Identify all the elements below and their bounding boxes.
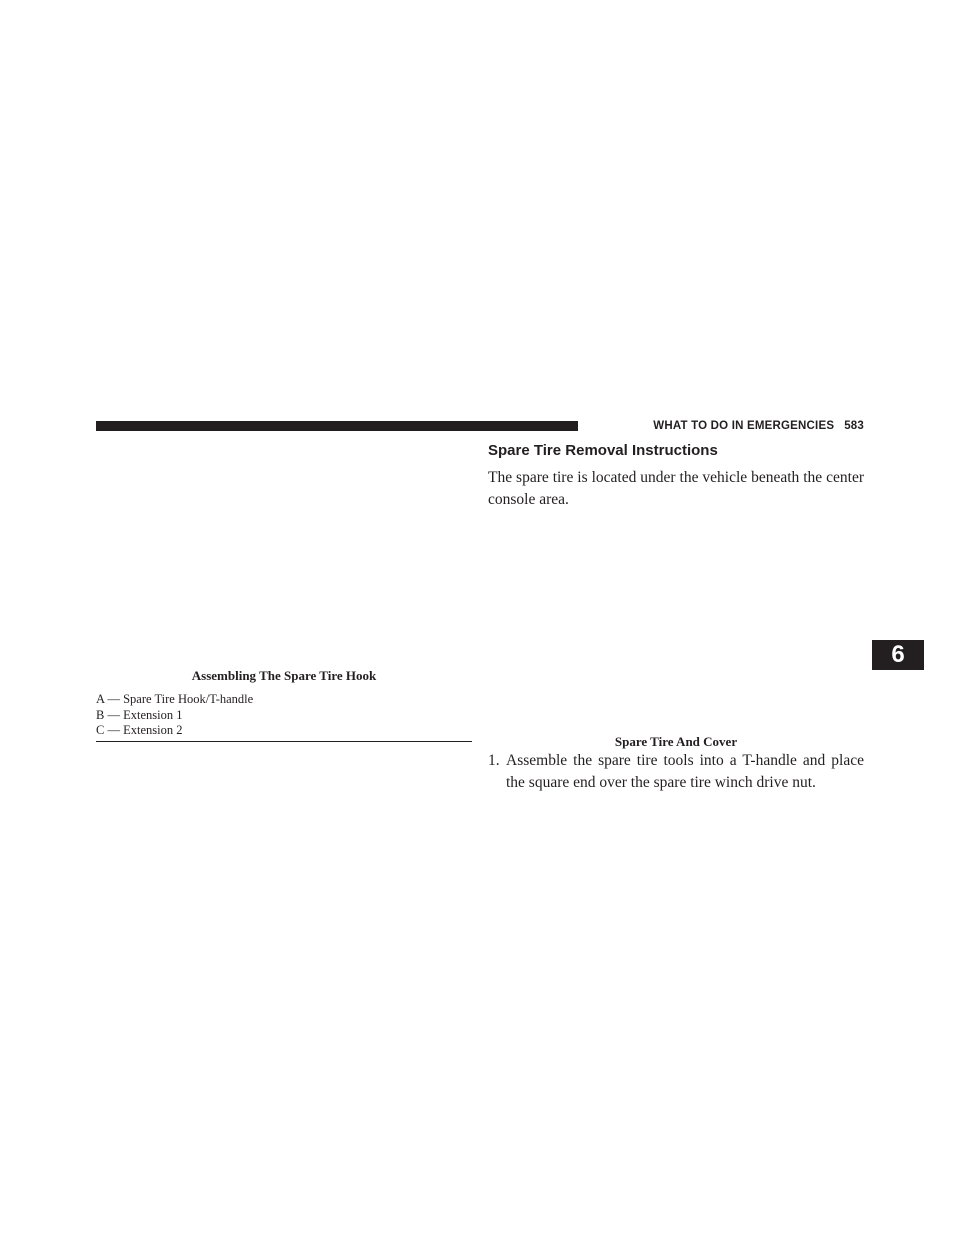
spare-tire-cover-figure xyxy=(488,520,864,726)
legend-item-a: A — Spare Tire Hook/T-handle xyxy=(96,692,254,706)
spare-tire-hook-caption: Assembling The Spare Tire Hook xyxy=(191,668,377,683)
instruction-step xyxy=(488,750,864,794)
step-number: 1. xyxy=(488,752,500,769)
figure-legend xyxy=(96,692,472,739)
running-header xyxy=(592,418,864,434)
chapter-tab: 6 xyxy=(872,640,924,670)
spare-tire-cover-caption: Spare Tire And Cover xyxy=(614,734,738,749)
legend-item-b: B — Extension 1 xyxy=(96,707,183,722)
running-header-section-title: WHAT TO DO IN EMERGENCIES xyxy=(653,420,835,432)
intro-paragraph: The spare tire is located under the vehicle beneath the center console area. xyxy=(488,469,864,508)
section-heading: Spare Tire Removal Instructions xyxy=(488,442,718,459)
page-number: 583 xyxy=(844,420,864,432)
step-text: Assemble the spare tire tools into a T-handle and place the square end over the spare tire winch drive nut. xyxy=(506,752,864,791)
legend-item-c: C — Extension 2 xyxy=(96,723,183,737)
header-rule xyxy=(96,421,578,431)
legend-divider xyxy=(96,741,472,742)
spare-tire-hook-figure xyxy=(96,444,472,662)
